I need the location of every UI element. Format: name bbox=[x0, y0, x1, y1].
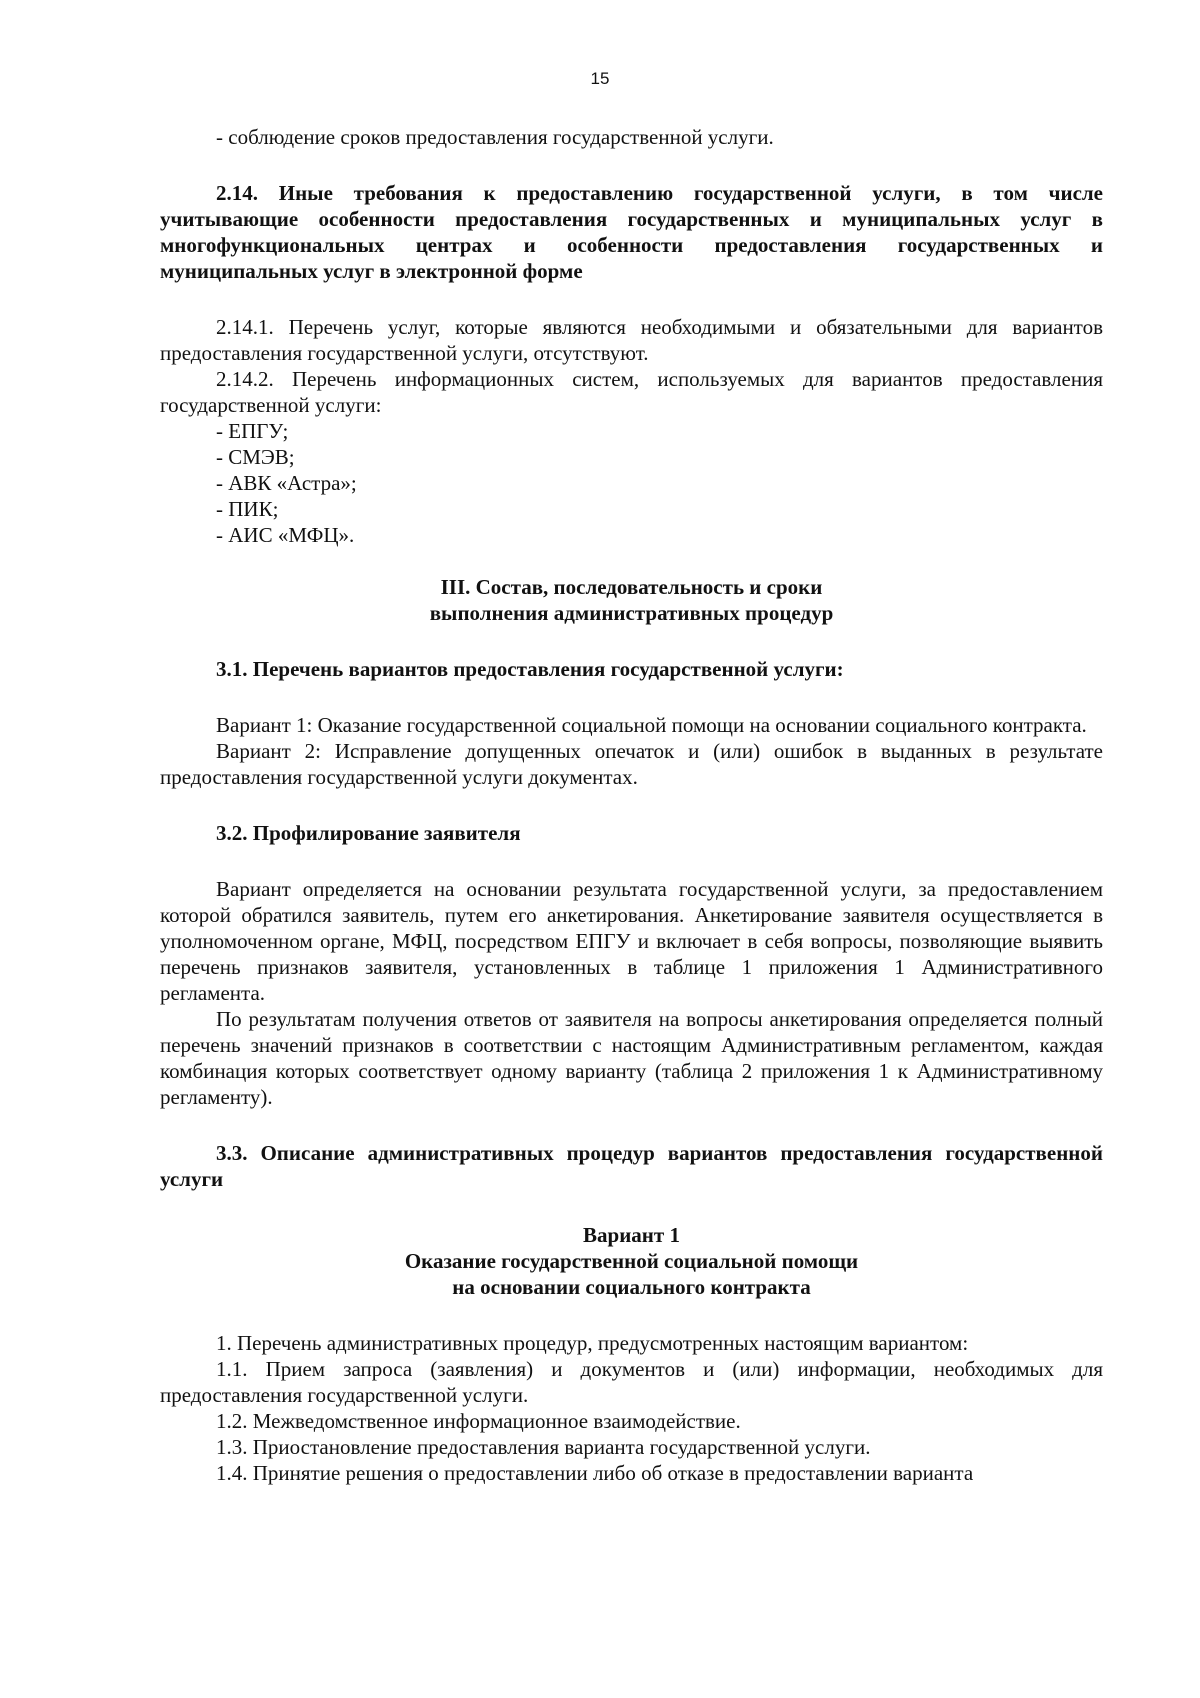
paragraph-profiling-results: По результатам получения ответов от заявителя на вопросы анкетирования определяется полный перечень значений признаков в соответствии с настоящим Административным регламентом, каждая комбинация которых соответствует одному варианту (таблица 2 приложения 1 к Административному регламенту). bbox=[160, 1007, 1103, 1109]
variant-1-heading bbox=[160, 1222, 1103, 1300]
list-item-system: - АВК «Астра»; bbox=[216, 471, 357, 495]
paragraph-2-14-2: 2.14.2. Перечень информационных систем, используемых для вариантов предоставления государственной услуги: bbox=[160, 367, 1103, 417]
variant-1-subtitle: Оказание государственной социальной помощи bbox=[404, 1249, 859, 1273]
paragraph-procedures-intro: 1. Перечень административных процедур, предусмотренных настоящим вариантом: bbox=[216, 1331, 969, 1355]
list-item-procedure: 1.3. Приостановление предоставления варианта государственной услуги. bbox=[216, 1435, 871, 1459]
list-item-procedure: 1.1. Прием запроса (заявления) и документов и (или) информации, необходимых для предоставления государственной услуги. bbox=[160, 1357, 1103, 1407]
document-body bbox=[160, 124, 1103, 1486]
list-item-system: - ПИК; bbox=[216, 497, 279, 521]
paragraph-variant-2: Вариант 2: Исправление допущенных опечаток и (или) ошибок в выданных в результате предоставления государственной услуги документах. bbox=[160, 739, 1103, 789]
heading-3-2: 3.2. Профилирование заявителя bbox=[216, 821, 521, 845]
list-item-procedure: 1.4. Принятие решения о предоставлении либо об отказе в предоставлении варианта bbox=[216, 1461, 974, 1485]
list-item-system: - ЕПГУ; bbox=[216, 419, 289, 443]
variant-1-subtitle: на основании социального контракта bbox=[452, 1275, 811, 1299]
paragraph-variant-1: Вариант 1: Оказание государственной социальной помощи на основании социального контракта. bbox=[216, 713, 1087, 737]
section-3-title-line: III. Состав, последовательность и сроки bbox=[440, 575, 823, 599]
list-item-system: - СМЭВ; bbox=[216, 445, 295, 469]
list-item-procedure: 1.2. Межведомственное информационное взаимодействие. bbox=[216, 1409, 741, 1433]
variant-1-title: Вариант 1 bbox=[583, 1223, 680, 1247]
section-3-title-line: выполнения административных процедур bbox=[429, 601, 834, 625]
list-item-system: - АИС «МФЦ». bbox=[216, 523, 355, 547]
page-number: 15 bbox=[590, 69, 610, 88]
section-3-heading bbox=[160, 574, 1103, 626]
heading-3-1: 3.1. Перечень вариантов предоставления государственной услуги: bbox=[216, 657, 844, 681]
paragraph-profiling: Вариант определяется на основании результата государственной услуги, за предоставлением которой обратился заявитель, путем его анкетирования. Анкетирование заявителя осуществляется в уполномоченном органе, МФЦ, посредством ЕПГУ и включает в себя вопросы, позволяющие выявить перечень признаков заявителя, установленных в таблице 1 приложения 1 Административного регламента. bbox=[160, 877, 1103, 1005]
paragraph-2-14-1: 2.14.1. Перечень услуг, которые являются необходимыми и обязательными для вариантов предоставления государственной услуги, отсутствуют. bbox=[160, 315, 1103, 365]
paragraph-deadlines: - соблюдение сроков предоставления государственной услуги. bbox=[216, 125, 774, 149]
heading-3-3: 3.3. Описание административных процедур вариантов предоставления государственной услуги bbox=[160, 1141, 1103, 1191]
heading-2-14: 2.14. Иные требования к предоставлению государственной услуги, в том числе учитывающие особенности предоставления государственных и муниципальных услуг в многофункциональных центрах и особенности предоставления государственных и муниципальных услуг в электронной форме bbox=[160, 181, 1103, 283]
